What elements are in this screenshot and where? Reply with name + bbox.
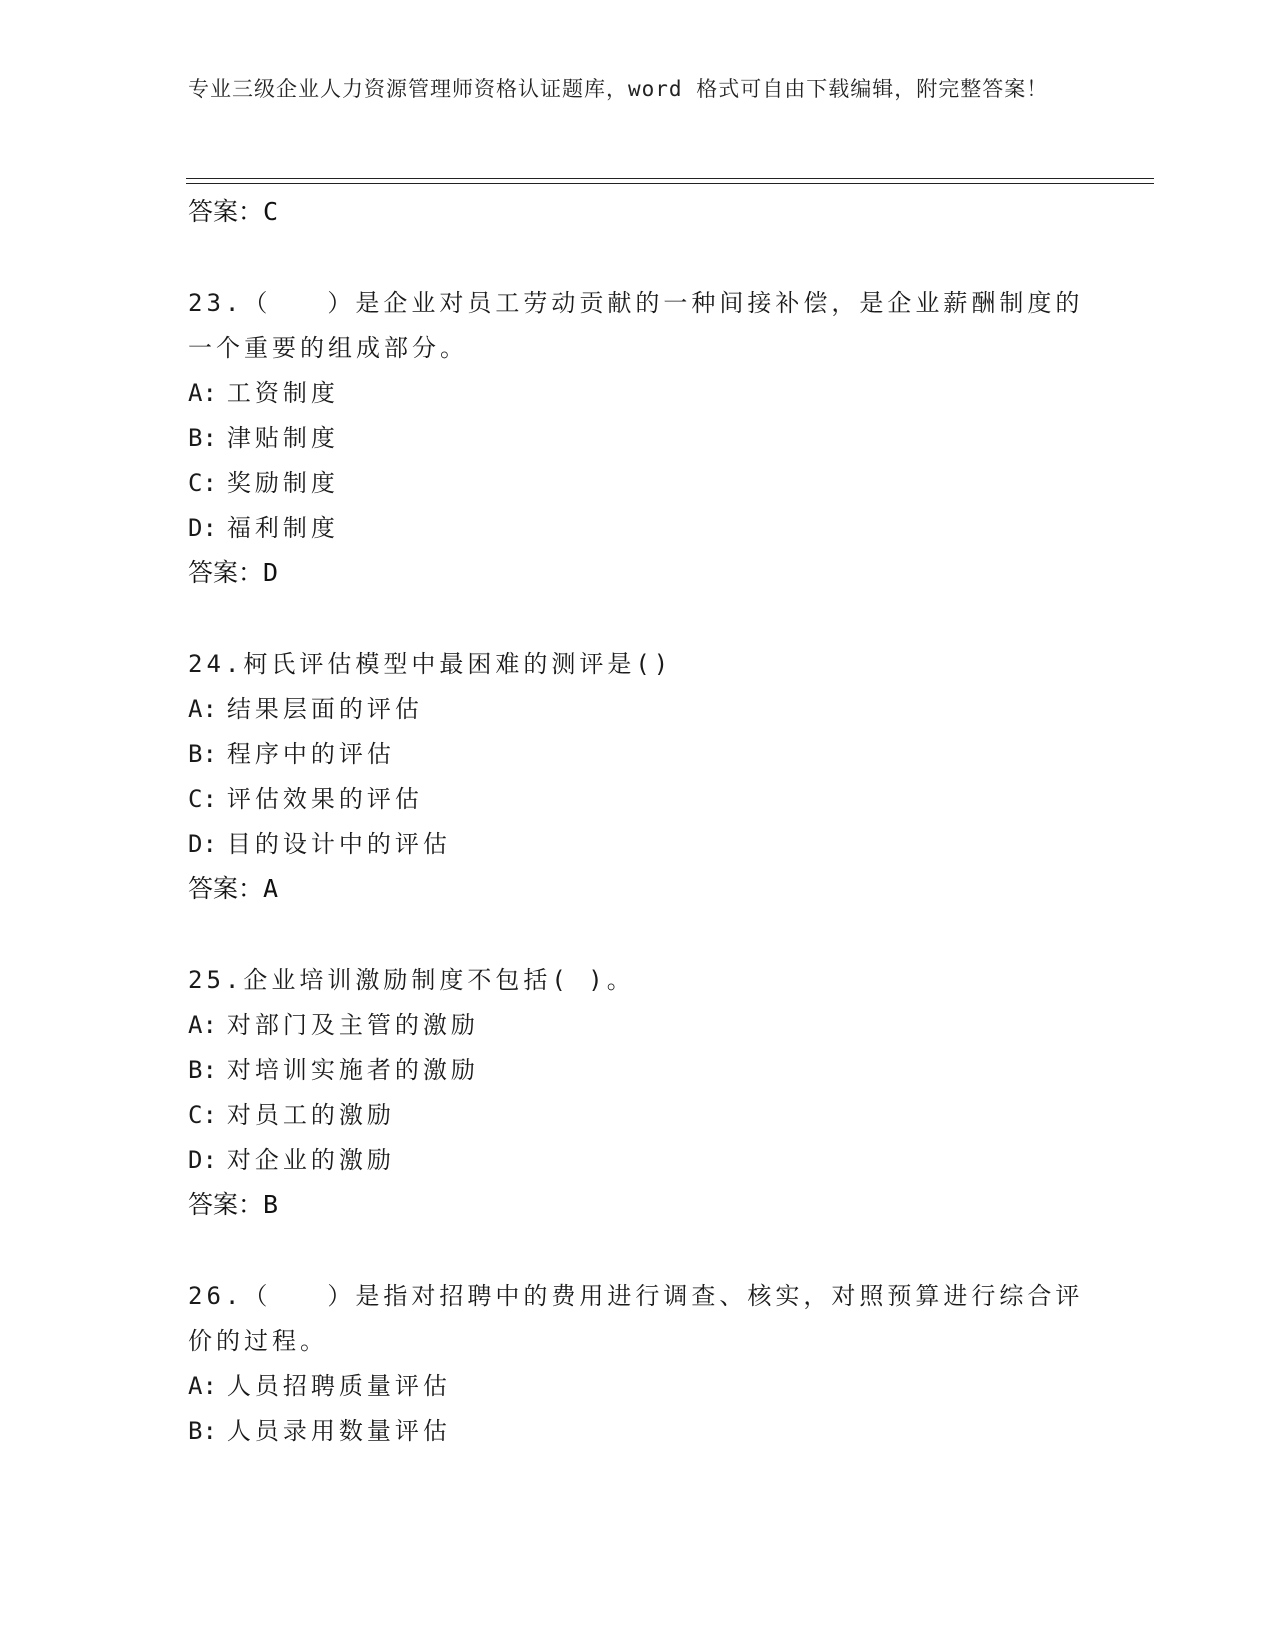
option-text: 工资制度	[226, 379, 339, 407]
answer-value: D	[263, 558, 279, 587]
option-a	[188, 1003, 1088, 1048]
page-header: 专业三级企业人力资源管理师资格认证题库，word 格式可自由下载编辑，附完整答案！	[188, 77, 1049, 101]
answer-label: 答案：	[188, 197, 264, 226]
option-b	[188, 732, 1088, 777]
answer-line	[188, 551, 1088, 595]
answer-label: 答案：	[188, 558, 264, 587]
option-a	[188, 1364, 1088, 1409]
option-d	[188, 506, 1088, 551]
option-d	[188, 822, 1088, 867]
option-text: 人员录用数量评估	[226, 1417, 451, 1445]
spacer	[188, 595, 1088, 642]
option-b	[188, 416, 1088, 461]
option-text: 程序中的评估	[226, 740, 395, 768]
option-letter: B:	[188, 1056, 217, 1084]
question-text: 24.柯氏评估模型中最困难的测评是()	[188, 650, 673, 678]
option-letter: B:	[188, 424, 217, 452]
option-letter: C:	[188, 785, 217, 813]
option-letter: A:	[188, 695, 217, 723]
option-text: 奖励制度	[226, 469, 339, 497]
option-b	[188, 1048, 1088, 1093]
header-rule-bottom	[186, 183, 1154, 184]
spacer	[188, 911, 1088, 958]
option-letter: C:	[188, 1101, 217, 1129]
answer-label: 答案：	[188, 874, 264, 903]
spacer	[188, 1227, 1088, 1274]
option-a	[188, 371, 1088, 416]
header-rule-top	[186, 178, 1154, 179]
question-23	[188, 281, 1088, 595]
option-letter: A:	[188, 1372, 217, 1400]
question-text: 23.（ ）是企业对员工劳动贡献的一种间接补偿，是企业薪酬制度的一个重要的组成部分。	[188, 289, 1084, 362]
option-c	[188, 1093, 1088, 1138]
question-list	[188, 190, 1088, 1454]
option-d	[188, 1138, 1088, 1183]
answer-value: A	[263, 874, 279, 903]
answer-label: 答案：	[188, 1190, 264, 1219]
option-c	[188, 777, 1088, 822]
option-text: 津贴制度	[226, 424, 339, 452]
option-letter: D:	[188, 514, 217, 542]
spacer	[188, 234, 1088, 281]
option-a	[188, 687, 1088, 732]
answer-line	[188, 1183, 1088, 1227]
question-26	[188, 1274, 1088, 1454]
option-c	[188, 461, 1088, 506]
option-b	[188, 1409, 1088, 1454]
question-text: 26.（ ）是指对招聘中的费用进行调查、核实，对照预算进行综合评价的过程。	[188, 1282, 1084, 1355]
option-text: 福利制度	[226, 514, 339, 542]
option-text: 对企业的激励	[226, 1146, 395, 1174]
question-24	[188, 642, 1088, 911]
prev-answer-line	[188, 190, 1088, 234]
option-letter: A:	[188, 379, 217, 407]
option-letter: D:	[188, 830, 217, 858]
option-text: 评估效果的评估	[226, 785, 423, 813]
option-text: 目的设计中的评估	[226, 830, 451, 858]
option-text: 对员工的激励	[226, 1101, 395, 1129]
option-letter: D:	[188, 1146, 217, 1174]
answer-line	[188, 867, 1088, 911]
option-letter: A:	[188, 1011, 217, 1039]
option-letter: B:	[188, 1417, 217, 1445]
question-text: 25.企业培训激励制度不包括( )。	[188, 966, 635, 994]
question-25	[188, 958, 1088, 1227]
option-letter: B:	[188, 740, 217, 768]
option-text: 对培训实施者的激励	[226, 1056, 479, 1084]
option-text: 结果层面的评估	[226, 695, 423, 723]
option-text: 人员招聘质量评估	[226, 1372, 451, 1400]
answer-value: B	[263, 1190, 279, 1219]
option-text: 对部门及主管的激励	[226, 1011, 479, 1039]
option-letter: C:	[188, 469, 217, 497]
answer-value: C	[263, 197, 279, 226]
